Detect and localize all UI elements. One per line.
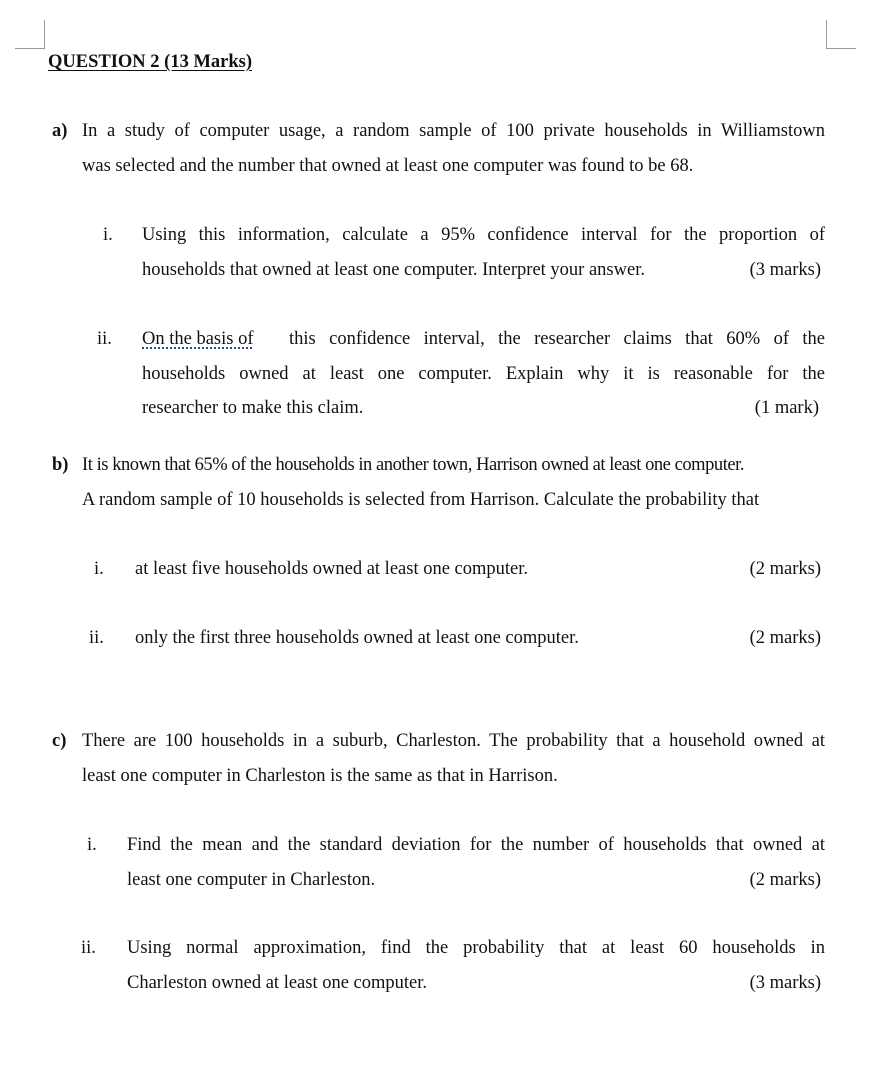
- part-c-ii-number: ii.: [81, 938, 96, 958]
- part-a-i-marks: (3 marks): [749, 260, 821, 280]
- part-a-ii-line-1-rest: this confidence interval, the researcher claims that 60% of the: [289, 329, 825, 349]
- part-c-ii-marks: (3 marks): [749, 973, 821, 993]
- part-c-i-number: i.: [87, 835, 97, 855]
- part-b-label: b): [52, 455, 69, 475]
- question-title: QUESTION 2 (13 Marks): [48, 52, 253, 72]
- part-a-ii-line-1: [142, 329, 825, 350]
- part-c-i-marks: (2 marks): [749, 870, 821, 890]
- part-a-i-line-2: households that owned at least one computer. Interpret your answer.: [142, 260, 645, 280]
- crop-mark-left-horizontal: [15, 48, 45, 49]
- part-a-label: a): [52, 121, 68, 141]
- part-c-ii-line-1: Using normal approximation, find the probability that at least 60 households in: [127, 938, 825, 958]
- crop-mark-right-horizontal: [826, 48, 856, 49]
- part-b-ii-marks: (2 marks): [749, 628, 821, 648]
- part-c-ii-line-2: Charleston owned at least one computer.: [127, 973, 428, 993]
- part-b-ii-number: ii.: [89, 628, 104, 648]
- part-b-i-text: at least five households owned at least one computer.: [135, 559, 529, 579]
- part-a-ii-line-2: households owned at least one computer. Explain why it is reasonable for the: [142, 364, 825, 384]
- part-b-line-1: It is known that 65% of the households in another town, Harrison owned at least one computer.: [82, 455, 745, 475]
- part-a-ii-line-3: researcher to make this claim.: [142, 398, 364, 418]
- part-a-line-2: was selected and the number that owned at least one computer was found to be 68.: [82, 156, 694, 176]
- part-b-i-marks: (2 marks): [749, 559, 821, 579]
- part-b-i-number: i.: [94, 559, 104, 579]
- part-c-line-1: There are 100 households in a suburb, Charleston. The probability that a household owned at: [82, 731, 825, 751]
- part-a-ii-number: ii.: [97, 329, 112, 349]
- grammar-flag-text[interactable]: On the basis of: [142, 329, 254, 349]
- part-b-line-2: A random sample of 10 households is selected from Harrison. Calculate the probability that: [82, 490, 760, 510]
- part-c-line-2: least one computer in Charleston is the same as that in Harrison.: [82, 766, 558, 786]
- crop-mark-right-vertical: [826, 20, 827, 49]
- part-a-i-line-1: Using this information, calculate a 95% confidence interval for the proportion of: [142, 225, 825, 245]
- part-b-ii-text: only the first three households owned at least one computer.: [135, 628, 579, 648]
- part-c-i-line-2: least one computer in Charleston.: [127, 870, 376, 890]
- part-a-line-1: In a study of computer usage, a random sample of 100 private households in Williamstown: [82, 121, 825, 141]
- part-c-i-line-1: Find the mean and the standard deviation for the number of households that owned at: [127, 835, 825, 855]
- crop-mark-left-vertical: [44, 20, 45, 49]
- part-a-ii-marks: (1 mark): [754, 398, 819, 418]
- part-a-i-number: i.: [103, 225, 113, 245]
- part-c-label: c): [52, 731, 67, 751]
